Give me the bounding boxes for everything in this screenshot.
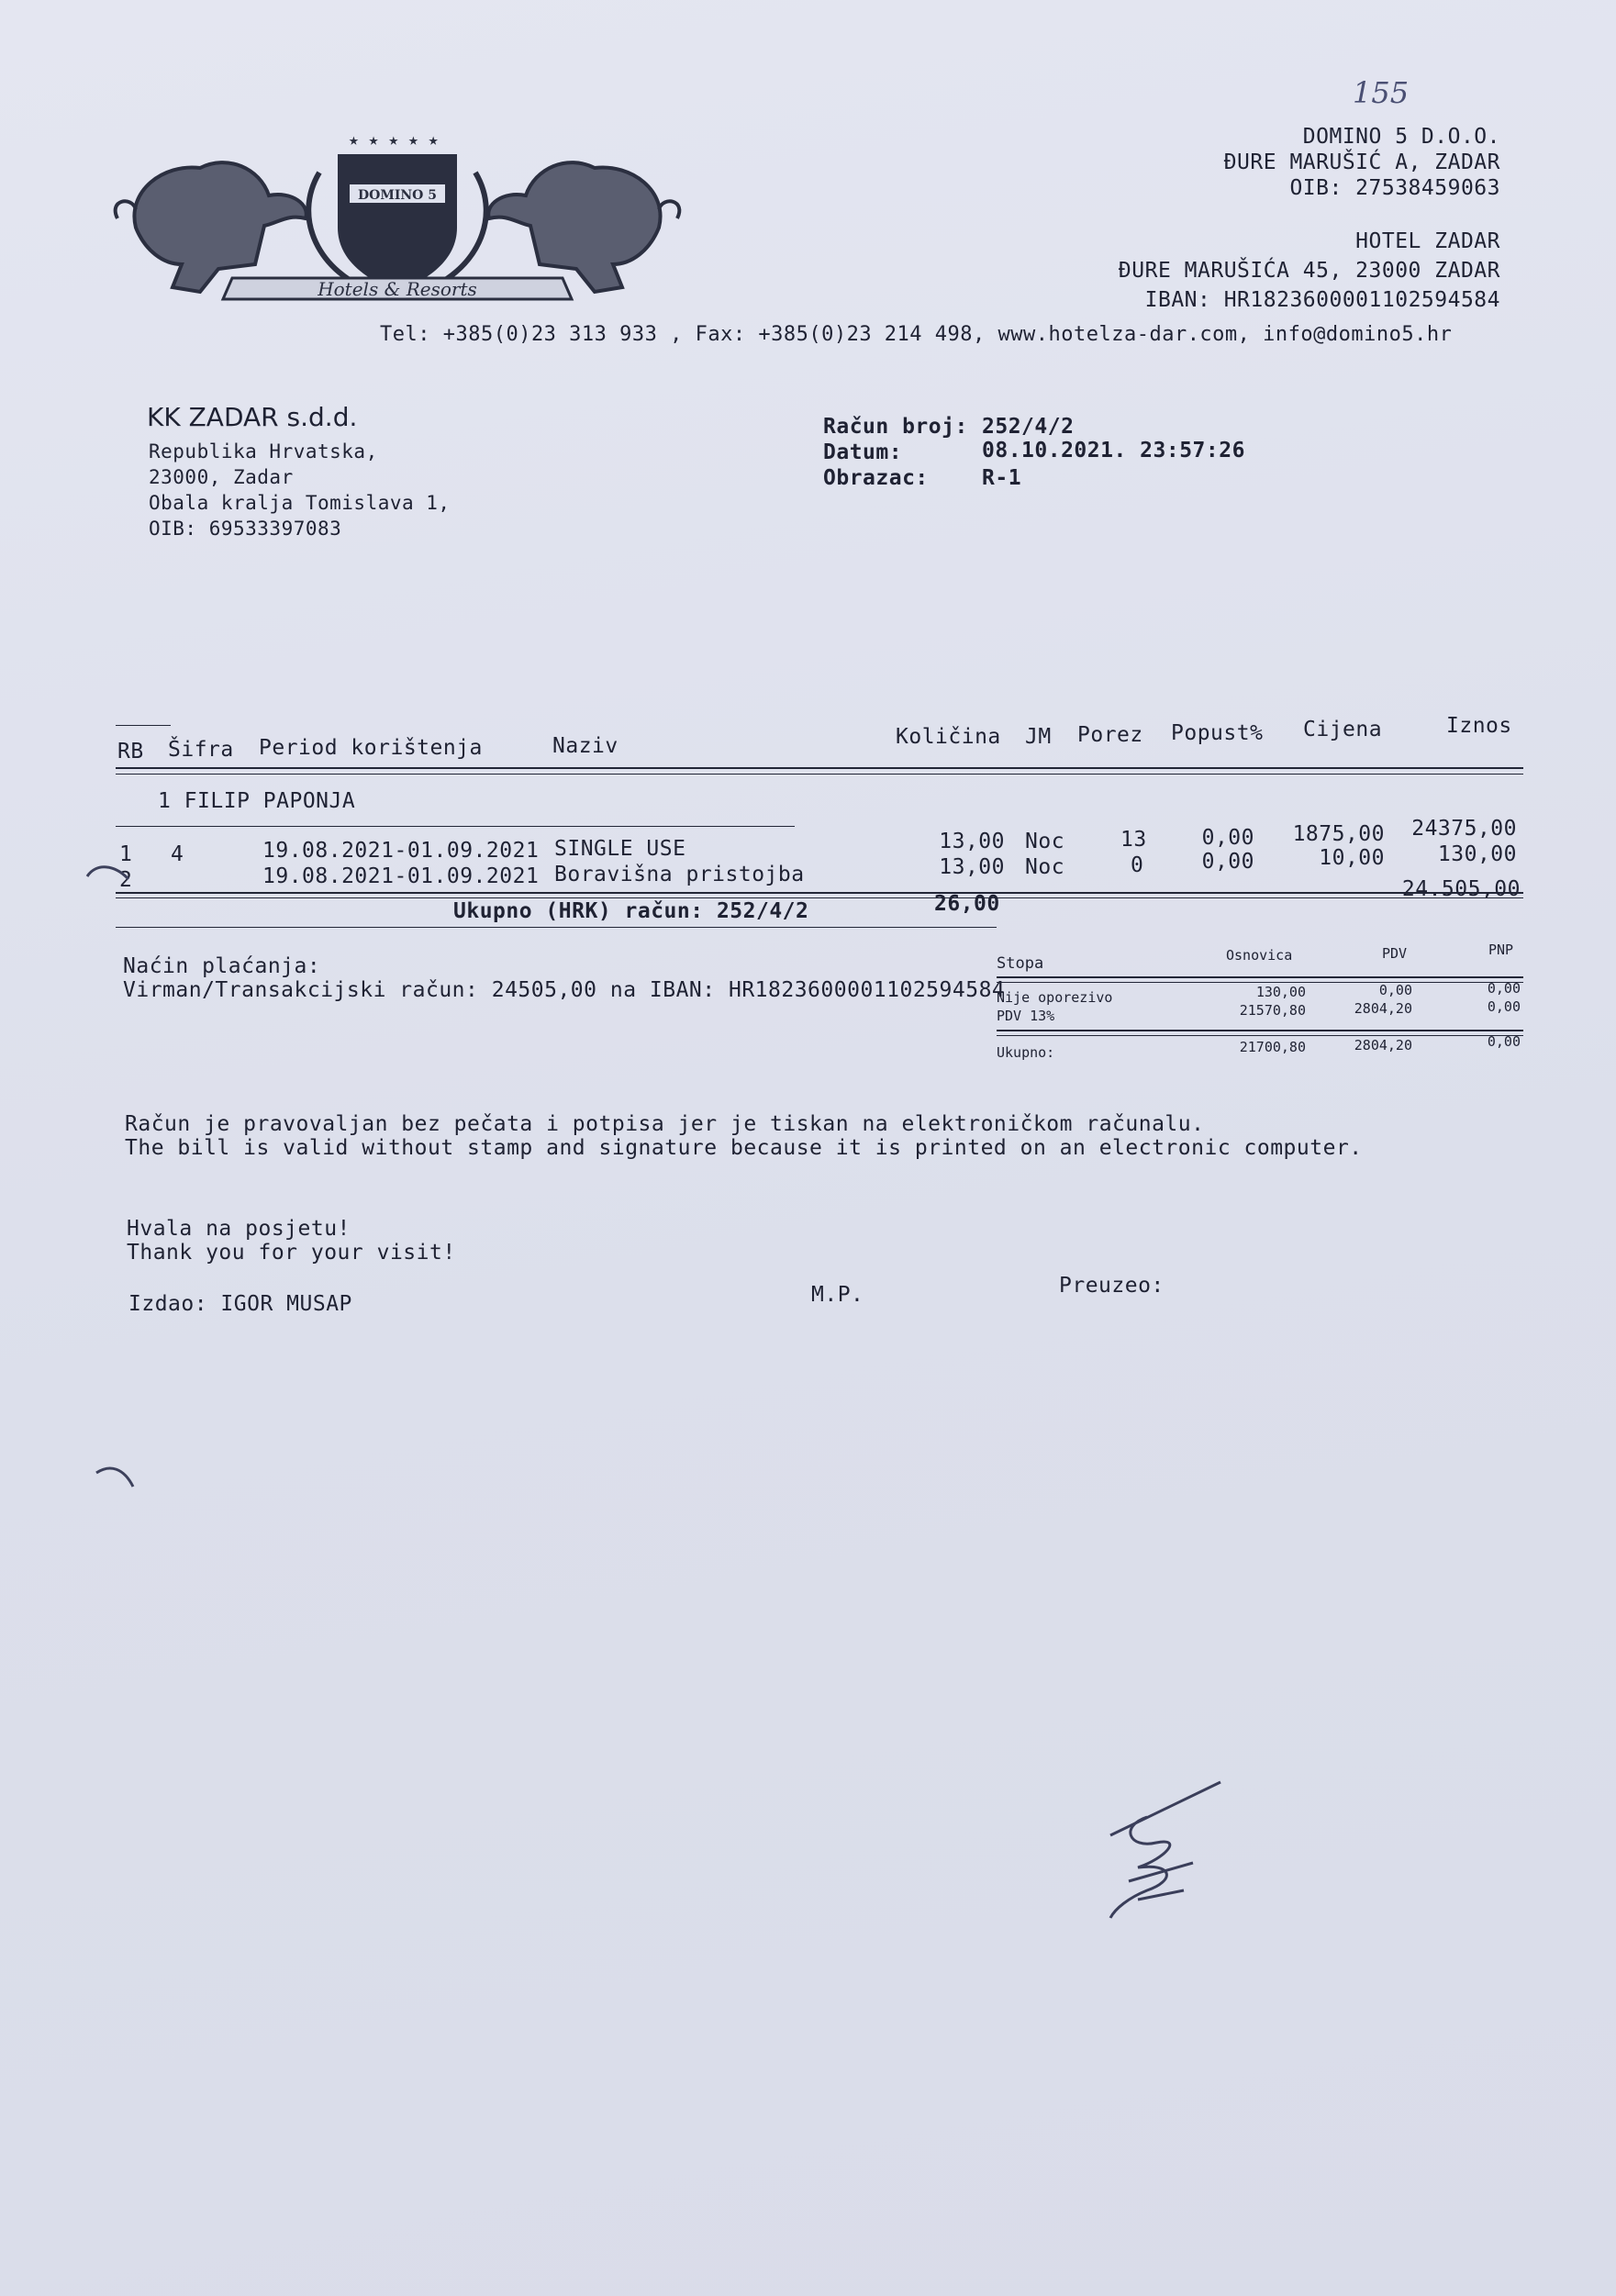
row-period: 19.08.2021-01.09.2021	[262, 864, 540, 888]
tax-total-pdv: 2804,20	[1354, 1037, 1412, 1053]
tax-col-pdv: PDV	[1382, 945, 1408, 962]
thanks-line: Thank you for your visit!	[127, 1241, 456, 1265]
row-popust: 0,00	[1201, 850, 1254, 874]
svg-text:★ ★ ★ ★ ★: ★ ★ ★ ★ ★	[349, 130, 439, 150]
col-period: Period korištenja	[259, 736, 483, 760]
row-porez: 13	[1120, 828, 1147, 852]
tax-col-pnp: PNP	[1488, 942, 1514, 958]
tax-pdv: 0,00	[1378, 982, 1412, 998]
tax-total-osnovica: 21700,80	[1239, 1039, 1306, 1055]
hotel-address: ĐURE MARUŠIĆA 45, 23000 ZADAR	[1118, 259, 1500, 283]
row-rb: 1	[119, 842, 133, 866]
total-label: Ukupno (HRK) račun: 252/4/2	[453, 899, 809, 923]
row-iznos: 130,00	[1437, 842, 1517, 866]
issued-by: Izdao: IGOR MUSAP	[128, 1292, 352, 1316]
row-naziv: Boravišna pristojba	[554, 863, 805, 886]
row-cijena: 10,00	[1319, 846, 1385, 870]
payment-line: Virman/Transakcijski račun: 24505,00 na IBAN: HR1823600001102594584	[123, 978, 1006, 1002]
row-jm: Noc	[1025, 830, 1065, 853]
customer-line: 23000, Zadar	[149, 466, 294, 488]
col-kolicina: Količina	[896, 725, 1001, 749]
total-qty: 26,00	[934, 892, 1000, 916]
page-number: 155	[1353, 75, 1410, 110]
row-sifra: 4	[171, 842, 184, 866]
tax-osnovica: 21570,80	[1239, 1002, 1306, 1019]
invoice-date: 08.10.2021. 23:57:26	[982, 439, 1245, 463]
thanks-line: Hvala na posjetu!	[127, 1217, 351, 1241]
hotel-contact: Tel: +385(0)23 313 933 , Fax: +385(0)23 214 498, www.hotelza-dar.com, info@domino5.hr	[380, 323, 1453, 346]
tax-pdv: 2804,20	[1354, 1000, 1412, 1017]
row-period: 19.08.2021-01.09.2021	[262, 839, 540, 863]
customer-name: KK ZADAR s.d.d.	[147, 402, 358, 432]
guest-name: 1 FILIP PAPONJA	[158, 789, 356, 813]
col-iznos: Iznos	[1446, 714, 1512, 738]
invoice-number: 252/4/2	[982, 415, 1075, 439]
customer-line: Obala kralja Tomislava 1,	[149, 492, 451, 514]
customer-oib: OIB: 69533397083	[149, 518, 342, 540]
pen-mark	[83, 853, 138, 890]
col-rb: RB	[117, 740, 144, 763]
row-rb: 2	[119, 868, 133, 892]
received-by-label: Preuzeo:	[1059, 1274, 1165, 1298]
col-popust: Popust%	[1171, 721, 1264, 745]
row-jm: Noc	[1025, 855, 1065, 879]
hotel-iban: IBAN: HR1823600001102594584	[1144, 288, 1500, 312]
col-sifra: Šifra	[168, 738, 234, 762]
note-line: Račun je pravovaljan bez pečata i potpisa jer je tiskan na elektroničkom računalu.	[125, 1112, 1205, 1136]
logo-shield-text: DOMINO 5	[358, 188, 437, 203]
tax-stopa: Nije oporezivo	[997, 989, 1113, 1006]
hotel-logo	[108, 117, 686, 319]
company-name: DOMINO 5 D.O.O.	[1302, 125, 1500, 149]
invoice-form-label: Obrazac:	[823, 466, 929, 490]
tax-col-osnovica: Osnovica	[1226, 947, 1293, 964]
company-oib: OIB: 27538459063	[1289, 176, 1500, 200]
row-kolicina: 13,00	[939, 830, 1005, 853]
tax-osnovica: 130,00	[1255, 984, 1306, 1000]
col-cijena: Cijena	[1303, 718, 1383, 741]
signature	[1092, 1771, 1239, 1927]
tax-total-pnp: 0,00	[1487, 1033, 1521, 1050]
payment-label: Naćin plaćanja:	[123, 954, 321, 978]
invoice-number-label: Račun broj:	[823, 415, 968, 439]
total-amount: 24.505,00	[1401, 877, 1521, 901]
tax-pnp: 0,00	[1487, 980, 1521, 997]
row-kolicina: 13,00	[939, 855, 1005, 879]
tax-pnp: 0,00	[1487, 998, 1521, 1015]
col-jm: JM	[1025, 725, 1052, 749]
col-naziv: Naziv	[552, 734, 619, 758]
logo-banner-text: Hotels & Resorts	[318, 278, 477, 300]
row-cijena: 1875,00	[1292, 822, 1385, 846]
row-porez: 0	[1131, 853, 1144, 877]
row-naziv: SINGLE USE	[554, 837, 686, 861]
hotel-name: HOTEL ZADAR	[1355, 229, 1500, 253]
tax-col-stopa: Stopa	[997, 954, 1044, 973]
invoice-form: R-1	[982, 466, 1022, 490]
tax-total-label: Ukupno:	[997, 1044, 1055, 1061]
row-iznos: 24375,00	[1411, 817, 1517, 841]
company-address: ĐURE MARUŠIĆ A, ZADAR	[1223, 150, 1500, 174]
row-popust: 0,00	[1201, 826, 1254, 850]
note-line: The bill is valid without stamp and signature because it is printed on an electronic computer.	[125, 1136, 1363, 1160]
pen-mark	[92, 1459, 147, 1496]
customer-line: Republika Hrvatska,	[149, 440, 378, 463]
invoice-date-label: Datum:	[823, 440, 903, 464]
col-porez: Porez	[1077, 723, 1143, 747]
tax-stopa: PDV 13%	[997, 1008, 1055, 1024]
mp-stamp-label: M.P.	[811, 1283, 864, 1307]
